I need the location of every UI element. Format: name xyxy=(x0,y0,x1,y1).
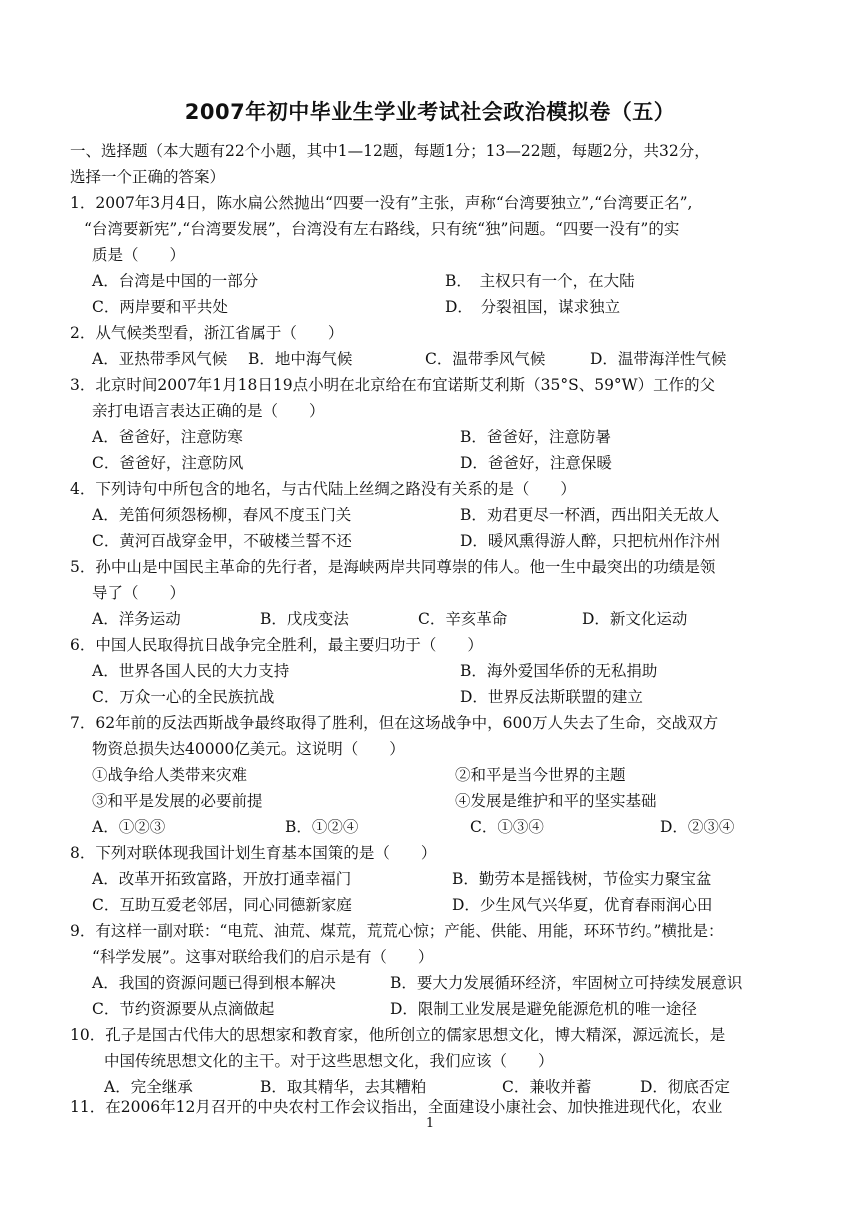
option-b: B．勤劳本是摇钱树，节俭实力聚宝盆 xyxy=(452,870,712,888)
section-heading: 一、选择题（本大题有22个小题，其中1—12题，每题1分；13—22题，每题2分，共32分， xyxy=(70,142,710,160)
option-b: B．戊戌变法 xyxy=(260,610,349,628)
question-11: 11．在2006年12月召开的中央农村工作会议指出，全面建设小康社会、加快推进现代化，农业 xyxy=(70,1098,723,1116)
option-c: C．爸爸好，注意防风 xyxy=(92,454,244,472)
option-b: B．劝君更尽一杯酒，西出阳关无故人 xyxy=(460,506,720,524)
option-d: D．新文化运动 xyxy=(582,610,688,628)
option-b: B．要大力发展循环经济，牢固树立可持续发展意识 xyxy=(390,974,743,992)
question-7-cont: 物资总损失达40000亿美元。这说明（ ） xyxy=(92,740,405,758)
option-b: B．海外爱国华侨的无私捐助 xyxy=(460,662,658,680)
question-9: 9．有这样一副对联：“电荒、油荒、煤荒，荒荒心惊；产能、供能、用能，环环节约。”横批是： xyxy=(70,922,724,940)
page-title: 2007年初中毕业生学业考试社会政治模拟卷（五） xyxy=(184,100,676,124)
option-d: D．彻底否定 xyxy=(640,1078,730,1096)
option-b: B．取其精华，去其糟粕 xyxy=(260,1078,427,1096)
statement-1: ①战争给人类带来灾难 xyxy=(92,766,248,784)
question-6: 6．中国人民取得抗日战争完全胜利，最主要归功于（ ） xyxy=(70,636,483,654)
option-d: D．暖风熏得游人醉，只把杭州作汴州 xyxy=(460,532,721,550)
option-a: A．世界各国人民的大力支持 xyxy=(92,662,290,680)
question-8: 8．下列对联体现我国计划生育基本国策的是（ ） xyxy=(70,844,437,862)
statement-2: ②和平是当今世界的主题 xyxy=(455,766,626,784)
option-d: D．限制工业发展是避免能源危机的唯一途径 xyxy=(390,1000,697,1018)
option-c: C．温带季风气候 xyxy=(425,350,546,368)
option-d: D．少生风气兴华夏，优育春雨润心田 xyxy=(452,896,713,914)
option-a: A．①②③ xyxy=(92,818,166,836)
option-d: D．②③④ xyxy=(660,818,735,836)
option-c: C．两岸要和平共处 xyxy=(92,298,228,316)
option-c: C．兼收并蓄 xyxy=(502,1078,592,1096)
option-a: A．爸爸好，注意防寒 xyxy=(92,428,243,446)
option-c: C．互助互爱老邻居，同心同德新家庭 xyxy=(92,896,352,914)
question-9-cont: “科学发展”。这事对联给我们的启示是有（ ） xyxy=(92,948,434,966)
option-a: A．洋务运动 xyxy=(92,610,181,628)
question-1-cont: “台湾要新宪”,“台湾要发展”，台湾没有左右路线，只有统“独”问题。“四要一没有”的实 xyxy=(84,220,680,238)
option-c: C．节约资源要从点滴做起 xyxy=(92,1000,275,1018)
option-b: B．爸爸好，注意防暑 xyxy=(460,428,611,446)
option-d: D．爸爸好，注意保暖 xyxy=(460,454,612,472)
question-7: 7．62年前的反法西斯战争最终取得了胜利，但在这场战争中，600万人失去了生命，交战双方 xyxy=(70,714,719,732)
page-number: 1 xyxy=(425,1116,435,1131)
question-1-cont: 质是（ ） xyxy=(92,246,186,264)
option-d: D．温带海洋性气候 xyxy=(590,350,727,368)
option-a: A．我国的资源问题已得到根本解决 xyxy=(92,974,336,992)
section-heading-cont: 选择一个正确的答案） xyxy=(70,168,226,186)
question-3-cont: 亲打电语言表达正确的是（ ） xyxy=(92,402,325,420)
option-c: C．黄河百战穿金甲，不破楼兰誓不还 xyxy=(92,532,352,550)
question-5: 5．孙中山是中国民主革命的先行者，是海峡两岸共同尊崇的伟人。他一生中最突出的功绩是领 xyxy=(70,558,716,576)
option-b: B． 主权只有一个，在大陆 xyxy=(445,272,635,290)
option-c: C．万众一心的全民族抗战 xyxy=(92,688,275,706)
option-a: A．台湾是中国的一部分 xyxy=(92,272,259,290)
option-c: C．①③④ xyxy=(470,818,544,836)
option-a: A．亚热带季风气候 xyxy=(92,350,228,368)
statement-4: ④发展是维护和平的坚实基础 xyxy=(455,792,657,810)
question-3: 3．北京时间2007年1月18日19点小明在北京给在布宜诺斯艾利斯（35°S、59°W）工作的父 xyxy=(70,376,716,394)
question-5-cont: 导了（ ） xyxy=(92,584,186,602)
option-a: A．改革开拓致富路，开放打通幸福门 xyxy=(92,870,352,888)
statement-3: ③和平是发展的必要前提 xyxy=(92,792,263,810)
question-10: 10．孔子是国古代伟大的思想家和教育家，他所创立的儒家思想文化，博大精深，源远流长，是 xyxy=(70,1026,726,1044)
question-4: 4．下列诗句中所包含的地名，与古代陆上丝绸之路没有关系的是（ ） xyxy=(70,480,576,498)
question-1: 1．2007年3月4日，陈水扁公然抛出“四要一没有”主张，声称“台湾要独立”,“台湾要正名”, xyxy=(70,194,693,212)
question-10-cont: 中国传统思想文化的主干。对于这些思想文化，我们应该（ ） xyxy=(104,1052,554,1070)
option-a: A．完全继承 xyxy=(104,1078,193,1096)
option-d: D． 分裂祖国，谋求独立 xyxy=(445,298,621,316)
option-c: C．辛亥革命 xyxy=(418,610,508,628)
option-a: A．羌笛何须怨杨柳，春风不度玉门关 xyxy=(92,506,352,524)
question-2: 2．从气候类型看，浙江省属于（ ） xyxy=(70,324,344,342)
option-d: D．世界反法斯联盟的建立 xyxy=(460,688,643,706)
option-b: B．地中海气候 xyxy=(248,350,353,368)
option-b: B．①②④ xyxy=(285,818,359,836)
